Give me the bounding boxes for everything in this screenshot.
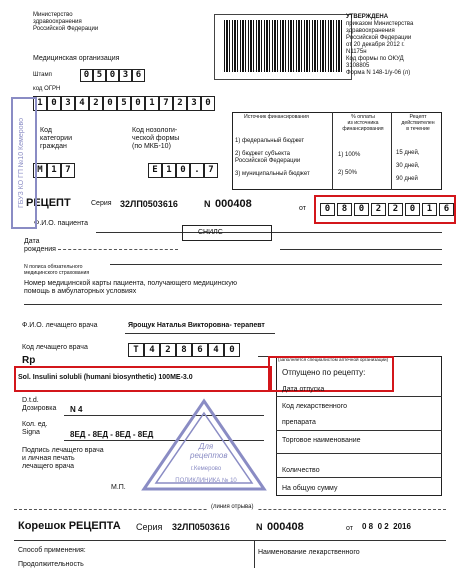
nosology-label-line: Код нозологи- [132, 127, 178, 134]
series-value: 32ЛП0503616 [120, 199, 178, 209]
form-number: Форма N 148-1/у-06 (л) [346, 70, 411, 76]
policy-label [24, 264, 89, 276]
financing-header: Источник финансирования [244, 114, 309, 120]
ministry-line: здравоохранения [33, 19, 82, 25]
doctor-code-cell: 0 [224, 343, 240, 357]
category-label-line: категории [40, 135, 72, 142]
ogrn-digit-cell: 0 [201, 96, 215, 111]
nosology-label-line: (по МКБ-10) [132, 143, 171, 150]
doctor-fio-value: Ярощук Наталья Викторовна- терапевт [128, 322, 265, 329]
signa-value: 8ЕД - 8ЕД - 8ЕД - 8ЕД [70, 430, 154, 439]
stamp-text [190, 442, 228, 460]
ogrn-digit-cell: 4 [75, 96, 89, 111]
date-digit-cell: 2 [371, 203, 386, 216]
financing-source: Российской Федерации [235, 158, 301, 164]
validity-header-line: в течение [406, 126, 430, 132]
ogrn-digit-cell: 5 [117, 96, 131, 111]
stamp-digit-cell: 6 [132, 69, 145, 82]
validity-header-line: действителен [401, 120, 435, 126]
date-digit-cell: 2 [388, 203, 403, 216]
stamp-digit-cell: 5 [93, 69, 106, 82]
qty-label [22, 421, 48, 437]
doctor-code-cell: 4 [208, 343, 224, 357]
percent-option: 1) 100% [338, 152, 361, 158]
patient-fio-label: Ф.И.О. пациента [34, 220, 88, 227]
org-label: Медицинская организация [33, 55, 120, 62]
category-label-line: граждан [40, 143, 67, 150]
pharmacy-note: (заполняется специалистом аптечной организации) [278, 357, 389, 362]
drug-code-label-2: препарата [282, 419, 316, 426]
duration-label: Продолжительность [18, 561, 84, 568]
nosology-label-line: ческой формы [132, 135, 180, 142]
signature-label-line: лечащего врача [22, 463, 74, 470]
qty-label-line: Кол. ед. [22, 421, 48, 428]
doctor-code-cell: 2 [160, 343, 176, 357]
dispense-date-label: Дата отпуска [282, 386, 325, 393]
stamp-digit-cell: 0 [106, 69, 119, 82]
stamp-digit-cell: 3 [119, 69, 132, 82]
doctor-code-cell: 8 [176, 343, 192, 357]
trade-name-label: Торговое наименование [282, 437, 361, 444]
number-label: N [204, 199, 211, 209]
date-digit-cell: 6 [439, 203, 454, 216]
date-digit-cell: 0 [320, 203, 335, 216]
dtd-label [22, 397, 56, 413]
doctor-code-cell: 4 [144, 343, 160, 357]
doctor-code-label: Код лечащего врача [22, 344, 88, 351]
okud-line: Код формы по ОКУД [346, 56, 404, 62]
med-card-label-line: помощь в амбулаторных условиях [24, 288, 137, 295]
approval-line: N1175н [346, 49, 367, 55]
approval-line: приказом Министерства [346, 21, 414, 27]
financing-source: 1) федеральный бюджет [235, 138, 305, 144]
birth-date-label [24, 238, 56, 254]
doctor-code-cell: 6 [192, 343, 208, 357]
percent-header-line: из источника [347, 120, 379, 126]
ogrn-digit-cell: 3 [61, 96, 75, 111]
stamp-clinic: ПОЛИКЛИНИКА № 10 [175, 478, 237, 484]
percent-option: 2) 50% [338, 170, 358, 176]
ogrn-digit-cell: 1 [33, 96, 47, 111]
ogrn-digit-cell: 2 [89, 96, 103, 111]
category-label [40, 127, 72, 151]
okud-line: 3108805 [346, 63, 370, 69]
category-digit-cell: М [33, 163, 47, 178]
doctor-code-cell: Т [128, 343, 144, 357]
category-digit-cell: 1 [47, 163, 61, 178]
stub-title: Корешок РЕЦЕПТА [18, 520, 121, 532]
mp-label: М.П. [111, 484, 126, 491]
date-digit-cell: 1 [422, 203, 437, 216]
stub-date-value: 0 8 0 2 2016 [362, 522, 411, 531]
validity-header [395, 114, 441, 132]
barcode-frame [214, 14, 352, 80]
stub-drug-name-label: Наименование лекарственного [258, 549, 360, 556]
validity-option: 90 дней [396, 176, 418, 182]
stub-number-label: N [256, 522, 263, 532]
signature-label-line: Подпись лечащего врача [22, 447, 104, 454]
dtd-value: N 4 [70, 405, 83, 414]
validity-option: 15 дней, [396, 150, 420, 156]
policy-label-line: N полиса обязательного [24, 264, 83, 270]
dispensed-label: Отпущено по рецепту: [282, 368, 366, 377]
side-stamp: ГБУЗ КО ГП №10 Кемерово [11, 97, 37, 229]
ministry-line: Российской Федерации [33, 26, 99, 32]
nosology-digit-cell: 1 [162, 163, 176, 178]
category-digit-cell: 7 [61, 163, 75, 178]
approval-line: УТВЕРЖДЕНА [346, 14, 389, 20]
ogrn-digit-cell: 3 [187, 96, 201, 111]
financing-sources [235, 138, 310, 178]
stub-date-prefix: от [346, 525, 353, 532]
quantity-label: Количество [282, 467, 320, 474]
rp-label: Rp [22, 355, 36, 366]
doctor-fio-label: Ф.И.О. лечащего врача [22, 322, 98, 329]
stamp-digit-cell: 0 [80, 69, 93, 82]
ogrn-digit-cell: 0 [131, 96, 145, 111]
stub-number-value: 000408 [267, 521, 304, 533]
drug-name: Sol. Insulini solubli (humani biosynthetic) 100МЕ-3.0 [18, 374, 193, 381]
validity-option: 30 дней, [396, 163, 420, 169]
ministry-header [33, 12, 98, 33]
drug-code-label: Код лекарственного [282, 403, 347, 410]
nosology-label [132, 127, 179, 151]
percent-header-line: % оплаты [351, 114, 375, 120]
nosology-digit-cell: Е [148, 163, 162, 178]
validity-options [396, 150, 420, 183]
nosology-digit-cell: 0 [176, 163, 190, 178]
birth-label-line: рождения [24, 246, 56, 253]
date-digit-cell: 0 [405, 203, 420, 216]
med-card-label [24, 280, 237, 296]
snils-label: СНИЛС [198, 229, 223, 236]
ministry-line: Министерство [33, 12, 73, 18]
category-label-line: Код [40, 127, 52, 134]
number-value: 000408 [215, 198, 252, 210]
date-digit-cell: 0 [354, 203, 369, 216]
stamp-text-line: Для [198, 442, 214, 451]
dtd-label-line: D.t.d. [22, 397, 39, 404]
signature-label-line: и личная печать [22, 455, 75, 462]
stamp-city: г.Кемерово [190, 466, 222, 472]
birth-label-line: Дата [24, 238, 40, 245]
ogrn-digit-cell: 2 [173, 96, 187, 111]
stub-series-value: 32ЛП0503616 [172, 522, 230, 532]
cut-line-label: (линия отрыва) [208, 504, 257, 511]
ogrn-digit-cell: 0 [47, 96, 61, 111]
qty-label-line: Signa [22, 429, 40, 436]
recipe-title: РЕЦЕПТ [26, 197, 71, 209]
nosology-digit-cell: . [190, 163, 204, 178]
usage-label: Способ применения: [18, 547, 86, 554]
approval-block [346, 14, 413, 77]
drug-highlight [14, 366, 272, 392]
nosology-digit-cell: 7 [204, 163, 218, 178]
percent-header-line: финансирования [342, 126, 384, 132]
ogrn-digit-cell: 0 [103, 96, 117, 111]
ogrn-digit-cell: 1 [145, 96, 159, 111]
stamp-label: Штамп [33, 72, 52, 78]
validity-header-line: Рецепт [409, 114, 427, 120]
total-sum-label: На общую сумму [282, 485, 338, 492]
date-prefix: от [299, 205, 306, 212]
ogrn-digit-cell: 7 [159, 96, 173, 111]
med-card-label-line: Номер медицинской карты пациента, получающего медицинскую [24, 280, 237, 287]
series-label: Серия [91, 200, 112, 207]
snils-box [182, 225, 272, 241]
stamp-text-line: рецептов [190, 451, 228, 460]
policy-label-line: медицинского страхования [24, 270, 90, 276]
stub-series-label: Серия [136, 522, 163, 532]
percent-header [336, 114, 390, 132]
financing-source: 3) муниципальный бюджет [235, 171, 310, 177]
financing-source: 2) бюджет субъекта [235, 151, 290, 157]
approval-line: Российской Федерации [346, 35, 412, 41]
approval-line: здравоохранения [346, 28, 395, 34]
approval-line: от 20 декабря 2012 г. [346, 42, 405, 48]
percent-options [338, 152, 360, 177]
ogrn-label: код ОГРН [33, 86, 61, 92]
dtd-label-line: Дозировка [22, 405, 57, 412]
date-digit-cell: 8 [337, 203, 352, 216]
date-highlight [314, 195, 456, 224]
signature-label [22, 447, 104, 471]
